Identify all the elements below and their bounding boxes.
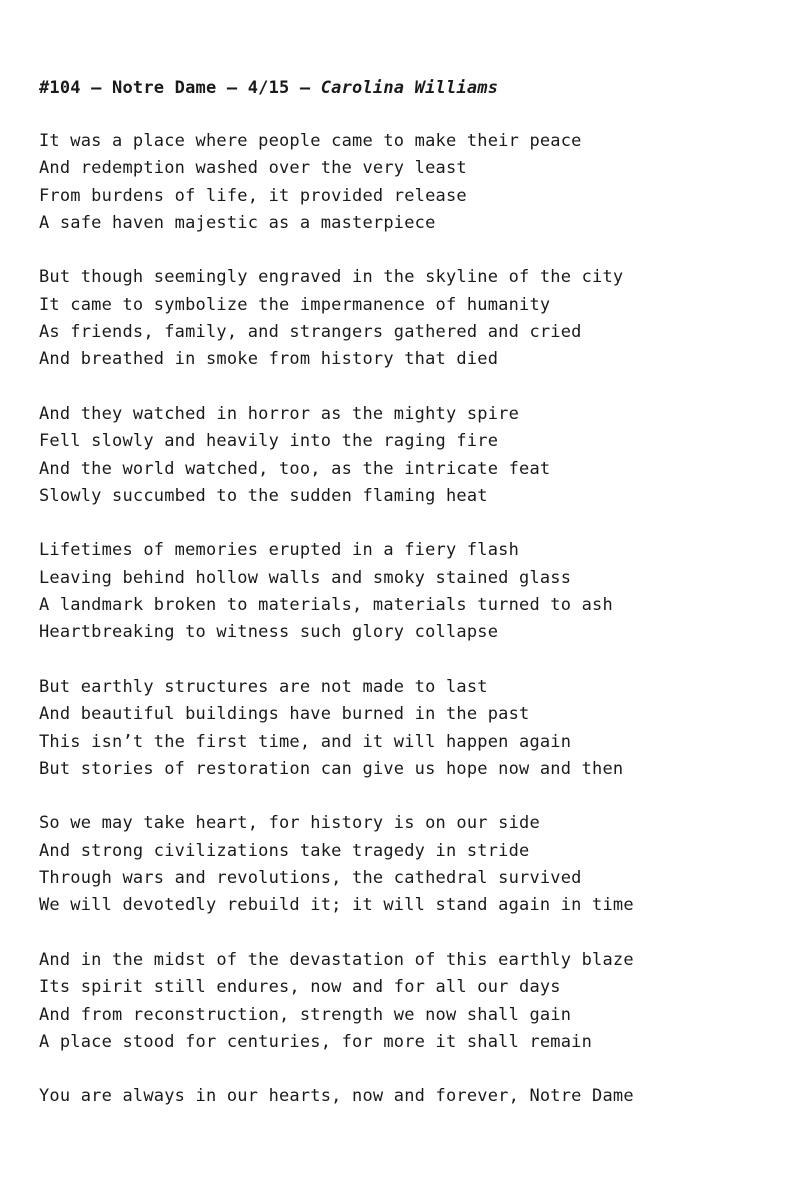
poem-line: But stories of restoration can give us hope now and then <box>39 758 624 779</box>
poem-line: And strong civilizations take tragedy in stride <box>39 840 530 861</box>
stanza <box>39 810 634 919</box>
stanza <box>39 401 634 510</box>
author-name: Carolina Williams <box>320 78 499 98</box>
poem-line: Lifetimes of memories erupted in a fiery flash <box>39 540 520 561</box>
poem-line: So we may take heart, for history is on our side <box>39 813 540 834</box>
poem-line: A landmark broken to materials, materials turned to ash <box>39 595 613 616</box>
poem-line: We will devotedly rebuild it; it will stand again in time <box>39 895 634 916</box>
poem-line: Leaving behind hollow walls and smoky stained glass <box>39 567 572 588</box>
poem-line: And they watched in horror as the mighty spire <box>39 403 520 424</box>
poem-body <box>39 128 634 1138</box>
poem-line: And the world watched, too, as the intricate feat <box>39 458 551 479</box>
poem-line: And in the midst of the devastation of this earthly blaze <box>39 949 634 970</box>
poem-title <box>39 76 498 100</box>
poem-line: This isn’t the first time, and it will happen again <box>39 731 572 752</box>
poem-line: And breathed in smoke from history that died <box>39 349 499 370</box>
title-prefix: #104 — Notre Dame — 4/15 — <box>39 78 321 98</box>
stanza <box>39 537 634 646</box>
poem-line: And beautiful buildings have burned in the past <box>39 704 530 725</box>
poem-line: It came to symbolize the impermanence of humanity <box>39 294 551 315</box>
poem-line: Through wars and revolutions, the cathedral survived <box>39 868 582 889</box>
poem-line: It was a place where people came to make their peace <box>39 131 582 151</box>
poem-line: From burdens of life, it provided release <box>39 185 467 206</box>
poem-line: As friends, family, and strangers gathered and cried <box>39 322 582 343</box>
poem-line: And from reconstruction, strength we now shall gain <box>39 1004 572 1025</box>
poem-line: But though seemingly engraved in the skyline of the city <box>39 267 624 288</box>
poem-line: Its spirit still endures, now and for all our days <box>39 977 561 998</box>
poem-line: Slowly succumbed to the sudden flaming heat <box>39 485 488 506</box>
poem-line: You are always in our hearts, now and forever, Notre Dame <box>39 1086 634 1107</box>
stanza <box>39 128 634 237</box>
poem-line: And redemption washed over the very least <box>39 158 467 179</box>
stanza <box>39 674 634 783</box>
poem-line: Heartbreaking to witness such glory collapse <box>39 622 499 643</box>
stanza <box>39 1083 634 1110</box>
poem-line: But earthly structures are not made to last <box>39 676 488 697</box>
poem-line: Fell slowly and heavily into the raging fire <box>39 431 499 452</box>
poem-line: A place stood for centuries, for more it shall remain <box>39 1031 593 1052</box>
stanza <box>39 264 634 373</box>
poem-line: A safe haven majestic as a masterpiece <box>39 212 436 233</box>
stanza <box>39 947 634 1056</box>
